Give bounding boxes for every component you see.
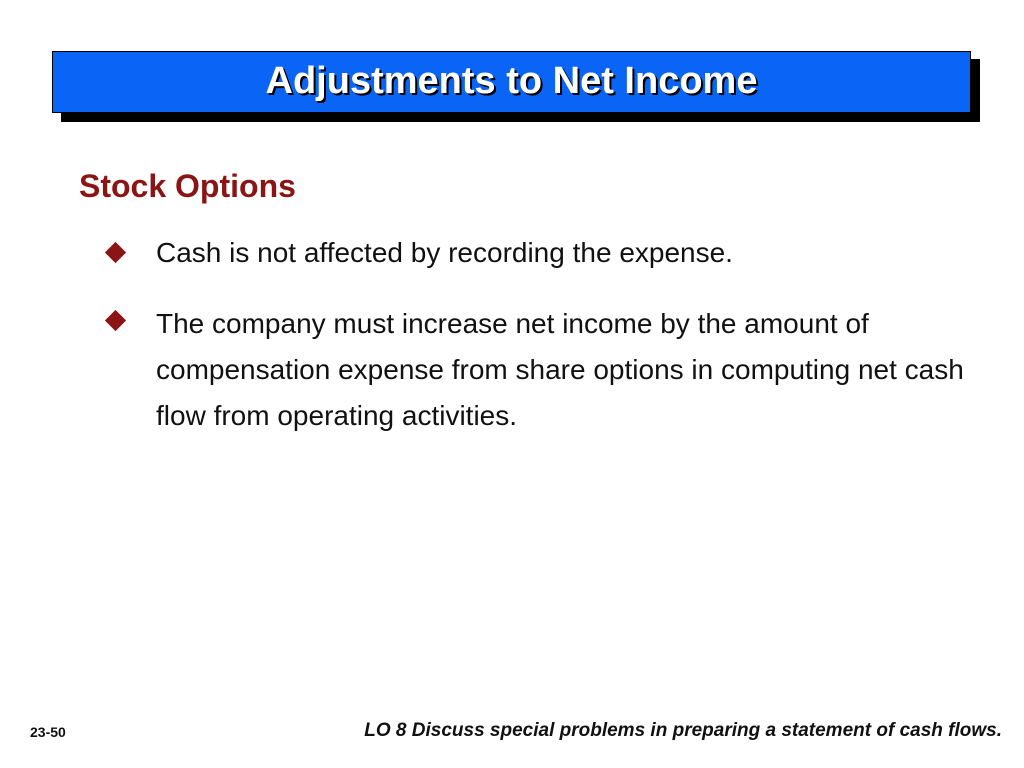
bullet-text: Cash is not affected by recording the expense. bbox=[156, 237, 733, 268]
learning-objective: LO 8 Discuss special problems in preparing a statement of cash flows. bbox=[364, 720, 1002, 741]
bullet-text: The company must increase net income by the amount of compensation expense from share options in computing net cash flow from operating activities. bbox=[156, 308, 964, 431]
section-heading: Stock Options bbox=[79, 168, 296, 204]
diamond-bullet-icon bbox=[105, 242, 126, 263]
slide-title: Adjustments to Net Income bbox=[265, 59, 758, 102]
diamond-bullet-icon bbox=[105, 310, 126, 331]
page-number: 23-50 bbox=[30, 724, 66, 740]
